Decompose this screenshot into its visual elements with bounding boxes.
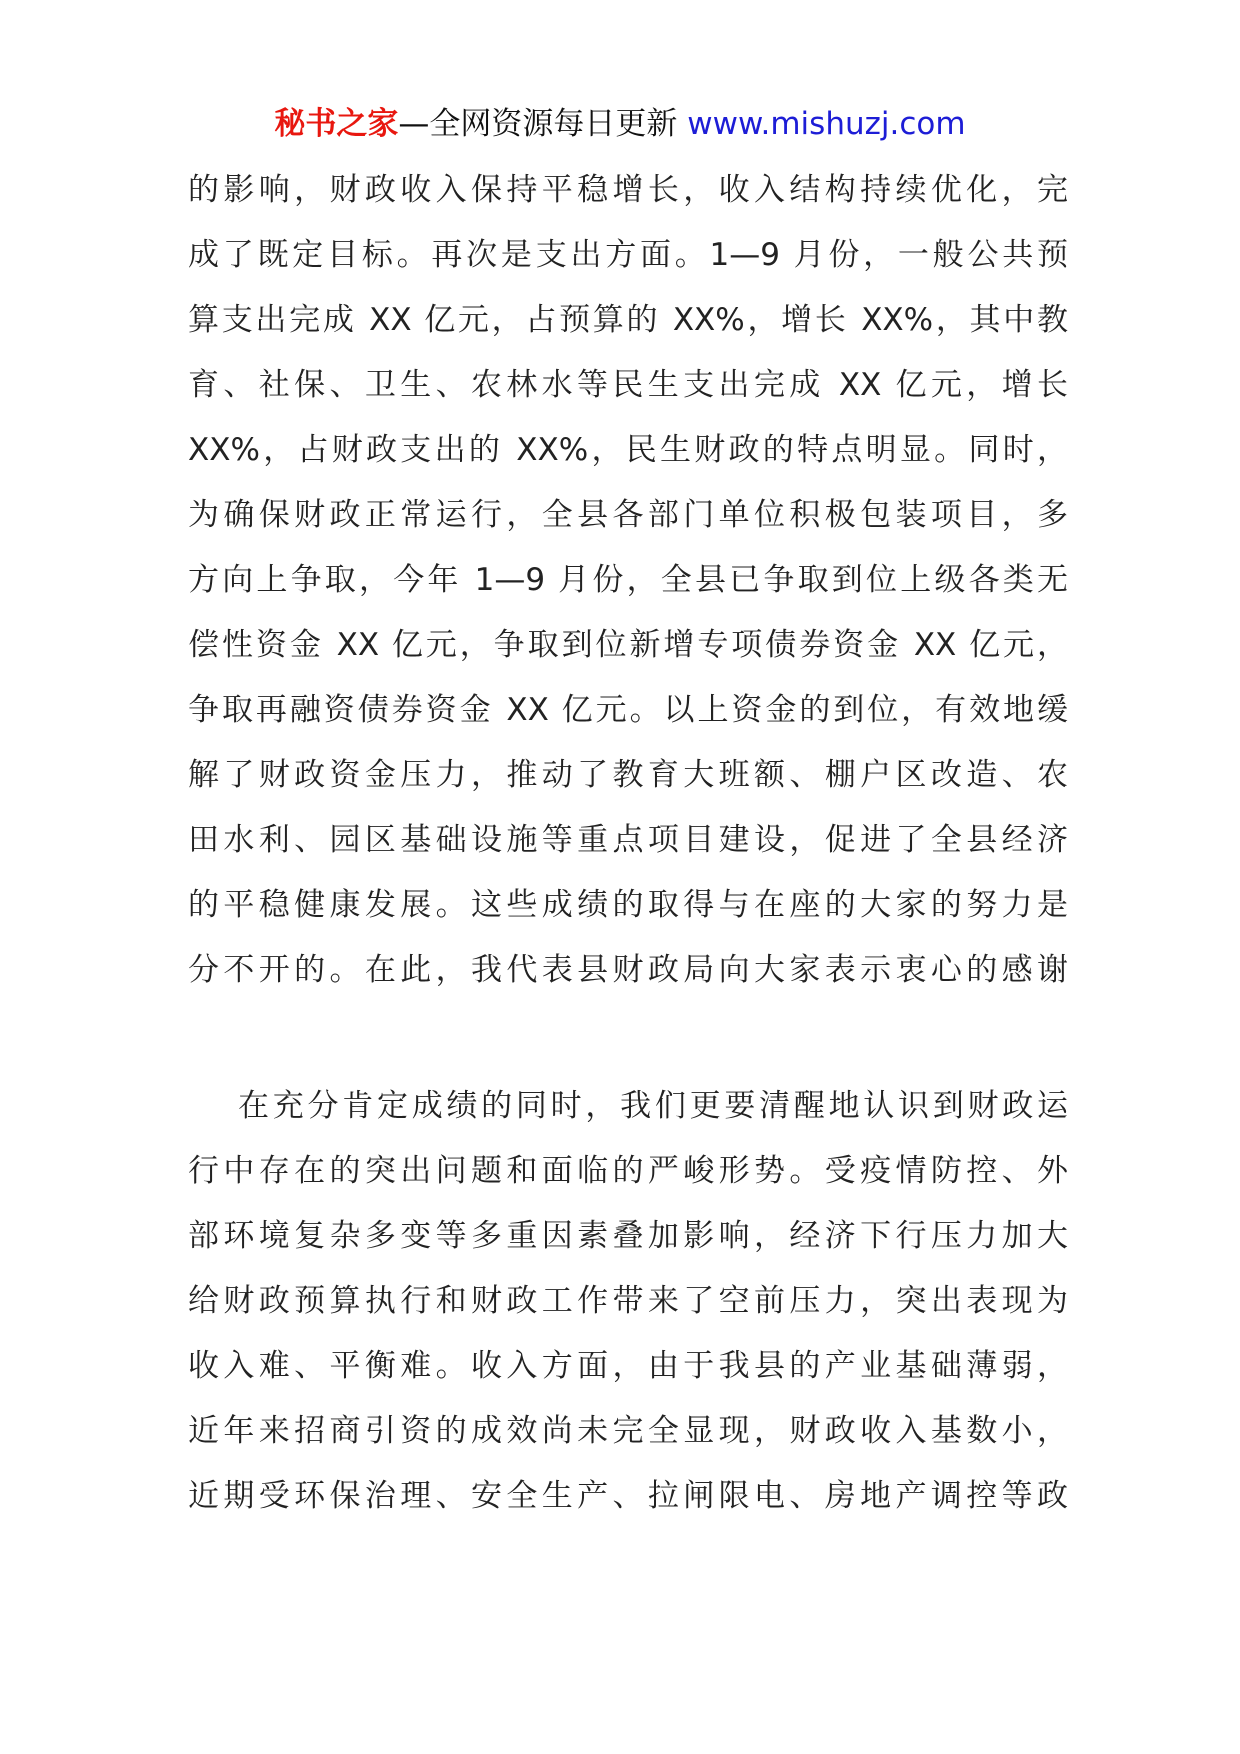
paragraph-2 (188, 1074, 1068, 1529)
page-header (0, 102, 1240, 146)
text-line: 解了财政资金压力，推动了教育大班额、棚户区改造、农 (188, 757, 1068, 793)
text-line: 行中存在的突出问题和面临的严峻形势。受疫情防控、外 (188, 1153, 1068, 1189)
text-line: 争取再融资债券资金 XX 亿元。以上资金的到位，有效地缓 (188, 692, 1068, 728)
text-line: 的影响，财政收入保持平稳增长，收入结构持续优化，完 (188, 172, 1068, 208)
text-line: 近期受环保治理、安全生产、拉闸限电、房地产调控等政 (188, 1478, 1068, 1514)
header-url-link[interactable]: www.mishuzj.com (687, 106, 966, 142)
text-line: XX%，占财政支出的 XX%，民生财政的特点明显。同时， (188, 432, 1068, 468)
header-tagline: —全网资源每日更新 (398, 106, 678, 142)
text-line: 育、社保、卫生、农林水等民生支出完成 XX 亿元，增长 (188, 367, 1068, 403)
paragraph-1 (188, 158, 1068, 1003)
text-line: 为确保财政正常运行，全县各部门单位积极包装项目，多 (188, 497, 1068, 533)
text-line: 近年来招商引资的成效尚未完全显现，财政收入基数小， (188, 1413, 1068, 1449)
text-line: 在充分肯定成绩的同时，我们更要清醒地认识到财政运 (238, 1088, 1068, 1124)
text-line: 偿性资金 XX 亿元，争取到位新增专项债券资金 XX 亿元， (188, 627, 1068, 663)
text-line: 田水利、园区基础设施等重点项目建设，促进了全县经济 (188, 822, 1068, 858)
text-line: 收入难、平衡难。收入方面，由于我县的产业基础薄弱， (188, 1348, 1068, 1384)
text-line: 算支出完成 XX 亿元，占预算的 XX%，增长 XX%，其中教 (188, 302, 1068, 338)
text-line: 的平稳健康发展。这些成绩的取得与在座的大家的努力是 (188, 887, 1068, 923)
text-line: 给财政预算执行和财政工作带来了空前压力，突出表现为 (188, 1283, 1068, 1319)
text-line: 部环境复杂多变等多重因素叠加影响，经济下行压力加大 (188, 1218, 1068, 1254)
text-line: 成了既定目标。再次是支出方面。1—9 月份，一般公共预 (188, 237, 1068, 273)
text-line: 方向上争取，今年 1—9 月份，全县已争取到位上级各类无 (188, 562, 1068, 598)
text-line: 分不开的。在此，我代表县财政局向大家表示衷心的感谢 (188, 952, 1068, 988)
header-brand: 秘书之家 (274, 106, 399, 142)
